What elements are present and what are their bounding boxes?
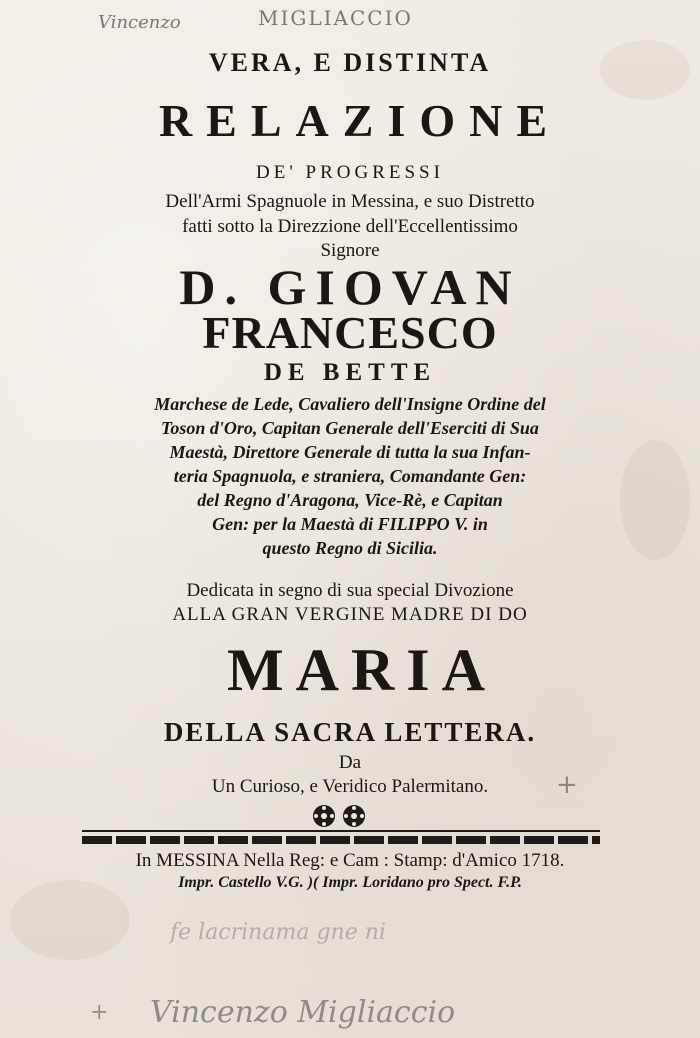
title-line-armi: Dell'Armi Spagnuole in Messina, e suo Distretto: [165, 191, 535, 212]
handwritten-signature: Vincenzo Migliaccio: [150, 995, 456, 1030]
title-line-francesco: FRANCESCO: [202, 307, 498, 358]
title-line-vera: VERA, E DISTINTA: [208, 48, 492, 77]
italic-line: questo Regno di Sicilia.: [262, 538, 438, 558]
italic-line: teria Spagnuola, e straniera, Comandante Gen:: [173, 466, 527, 486]
handwritten-name-right: MIGLIACCIO: [258, 6, 413, 30]
title-line-sacra-lettera: DELLA SACRA LETTERA.: [163, 717, 537, 747]
italic-line: Gen: per la Maestà di FILIPPO V. in: [212, 514, 488, 534]
decorative-rule-dashed: [82, 836, 600, 844]
title-line-relazione: RELAZIONE: [158, 95, 562, 146]
faint-handwritten-note: fe lacrinama gne ni: [170, 920, 386, 945]
italic-line: Maestà, Direttore Generale di tutta la sua Infan-: [169, 442, 531, 462]
dedication-line: Dedicata in segno di sua special Divozione: [186, 580, 514, 601]
title-line-progressi: DE' PROGRESSI: [256, 162, 444, 183]
title-line-maria: MARIA: [227, 637, 497, 703]
imprint-line: In MESSINA Nella Reg: e Cam : Stamp: d'Amico 1718.: [135, 850, 565, 871]
handwritten-cross-mark: +: [556, 770, 578, 800]
title-line-signore: Signore: [320, 240, 380, 261]
title-line-bette: DE BETTE: [263, 359, 437, 386]
handwritten-name-left: Vincenzo: [98, 12, 181, 33]
handwritten-cross-mark: +: [90, 1000, 109, 1025]
title-line-giovan: D. GIOVAN: [179, 259, 521, 315]
title-line-direzzione: fatti sotto la Direzzione dell'Eccellentissimo: [182, 216, 518, 237]
italic-line: Toson d'Oro, Capitan Generale dell'Eserciti di Sua: [161, 418, 539, 438]
title-line-da: Da: [338, 752, 362, 773]
author-line: Un Curioso, e Veridico Palermitano.: [211, 776, 489, 797]
floral-ornament-icon: [309, 802, 369, 830]
italic-line: del Regno d'Aragona, Vice-Rè, e Capitan: [197, 490, 503, 510]
paper-stain: [10, 880, 130, 960]
italic-line: Marchese de Lede, Cavaliero dell'Insigne Ordine del: [154, 394, 546, 414]
decorative-rule: [82, 830, 600, 832]
imprimatur-line: Impr. Castello V.G. )( Impr. Loridano pro Spect. F.P.: [178, 874, 522, 891]
dedication-virgin-line: ALLA GRAN VERGINE MADRE DI DO: [172, 604, 528, 625]
